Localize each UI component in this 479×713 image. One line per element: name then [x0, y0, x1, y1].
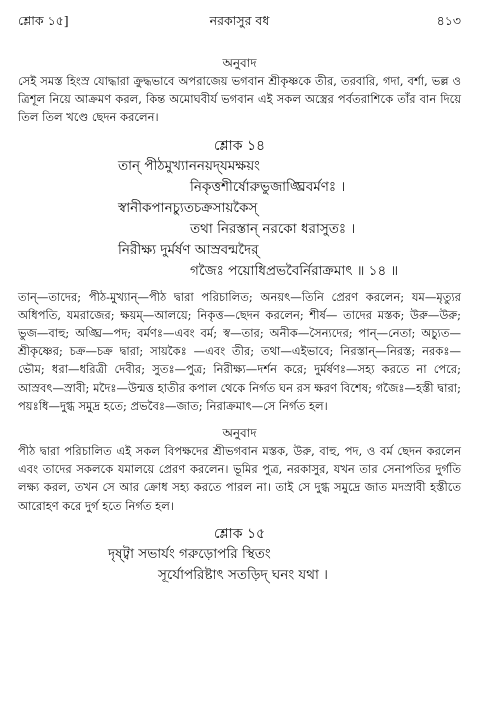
- synonyms-paragraph: [18, 288, 461, 415]
- text-line: সেই সমস্ত হিংস্র যোদ্ধারা ক্রুদ্ধভাবে অপরাজেয় ভগবান শ্রীকৃষ্ণকে তীর, তরবারি,: [18, 74, 379, 88]
- text-line: নির্গত হল।: [279, 398, 328, 413]
- verse-line: তথা নিরস্তান্ নরকো ধরাসুতঃ ।: [190, 220, 356, 237]
- verse-line: তান্ পীঠমুখ্যাননয়দ্‌যমক্ষয়ং: [118, 157, 260, 174]
- text-line: তান্—তাদের; পীঠ-মুখ্যান্—পীঠ দ্বারা পরিচালিত; অনয়ৎ—তিনি প্রেরণ করলেন;: [18, 289, 405, 304]
- verse-line: নিকৃত্তশীর্ষোরুভুজাঙ্ঘ্রিবর্মণঃ ।: [190, 178, 346, 195]
- header-chapter-title: নরকাসুর বধ: [209, 13, 270, 28]
- text-line: ও বর্ম ছেদন করলেন এবং তাদের সকলকে যমালয়ে প্রেরণ করলেন। ভূমির: [18, 444, 462, 477]
- header-verse-ref: শ্লোক ১৫]: [18, 13, 69, 28]
- page-number: ৪১৩: [436, 13, 461, 28]
- verse-section: [18, 524, 461, 586]
- translation-paragraph: [18, 72, 461, 127]
- translation-heading: অনুবাদ: [222, 56, 257, 70]
- verse-line: সূর্যোপরিষ্টাৎ সতড়িদ্ ঘনং যথা ।: [158, 566, 328, 583]
- text-line: আস্রবৎ—স্রাবী; মদৈঃ—উন্মত্ত হাতীর কপাল থেকে নির্গত ঘন রস ক্ষরণ বিশেষ;: [18, 380, 372, 395]
- verse-heading: শ্লোক ১৪: [213, 137, 266, 154]
- text-line: করে দুর্গ হতে নির্গত হল।: [62, 498, 174, 513]
- text-line: অনীক—সৈন্যদের; পান্—নেতা; অচ্যুত—শ্রীকৃষ্ণের; চক্র—চক্র দ্বারা; সায়কৈঃ: [18, 326, 461, 359]
- synonyms-section: [18, 288, 461, 415]
- verse-heading: শ্লোক ১৫: [213, 525, 266, 542]
- translation-paragraph: [18, 442, 461, 515]
- verse-line: গজৈঃ পয়োধিপ্রভবৈর্নিরাক্রমাৎ ॥ ১৪ ॥: [190, 262, 399, 279]
- text-line: পুত্র, নরকাসুর, যখন তার সেনাপতির দুর্গতি লক্ষ্য করল, তখন সে আর ক্রোধ: [18, 462, 462, 495]
- verse-line: স্বানীকপানচ্যুতচক্রসায়কৈস্: [118, 199, 258, 216]
- text-line: সহ্য করতে পারল না। তাই সে দুগ্ধ সমুদ্রে জাত মদস্রাবী হস্তীতে আরোহণ: [18, 480, 461, 513]
- text-line: —এবং তীর; তথা—এইভাবে; নিরস্তান্—নিরস্ত; নরকঃ—ভৌম; ধরা—ধরিত্রী: [18, 344, 461, 377]
- verse-section: [18, 136, 461, 282]
- verse-line: নিরীক্ষ্য দুর্মর্ষণ আস্রবন্মদৈর্: [118, 241, 259, 258]
- text-line: গদা, বর্শা, ভল্ল ও ত্রিশূল নিয়ে আক্রমণ করল, কিন্ত অমোঘবীর্য ভগবান এই: [18, 74, 462, 107]
- text-line: তাদের মস্তক; উরু—উরু; ভুজ—বাহু; অঙ্ঘ্রি—পদ; বর্মণঃ—এবং বর্ম; স্ব—তার;: [18, 307, 461, 341]
- verse-line: দৃষ্ট্বা সভার্যং গরুড়োপরি স্থিতং: [108, 545, 271, 562]
- translation-heading: অনুবাদ: [222, 426, 257, 441]
- translation-section: [18, 54, 461, 127]
- text-line: যম—মৃত্যুর অধিপতি, যমরাজের; ক্ষয়ম্—আলয়ে; নিকৃত্ত—ছেদন করলেন; শীর্ষ—: [18, 289, 461, 322]
- text-line: পীঠ দ্বারা পরিচালিত এই সকল বিপক্ষদের শ্রীভগবান মস্তক, উরু, বাহু, পদ,: [18, 444, 363, 459]
- text-line: গজৈঃ—হস্তী দ্বারা; পয়ঃধি—দুগ্ধ সমুদ্র হতে; প্রভবৈঃ—জাত; নিরাক্রমাৎ—সে: [18, 380, 462, 413]
- translation-section: [18, 424, 461, 515]
- page-body: [18, 54, 461, 586]
- running-header: [18, 13, 461, 31]
- text-line: দেবীর; সুতঃ—পুত্র; নিরীক্ষ্য—দর্শন করে; দুর্মর্ষণঃ—সহ্য করতে না পেরে;: [114, 362, 461, 377]
- text-line: সকল অস্ত্রের পর্বতরাশিকে তাঁর বান দিয়ে তিল তিল খণ্ডে ছেদন করলেন।: [18, 92, 462, 125]
